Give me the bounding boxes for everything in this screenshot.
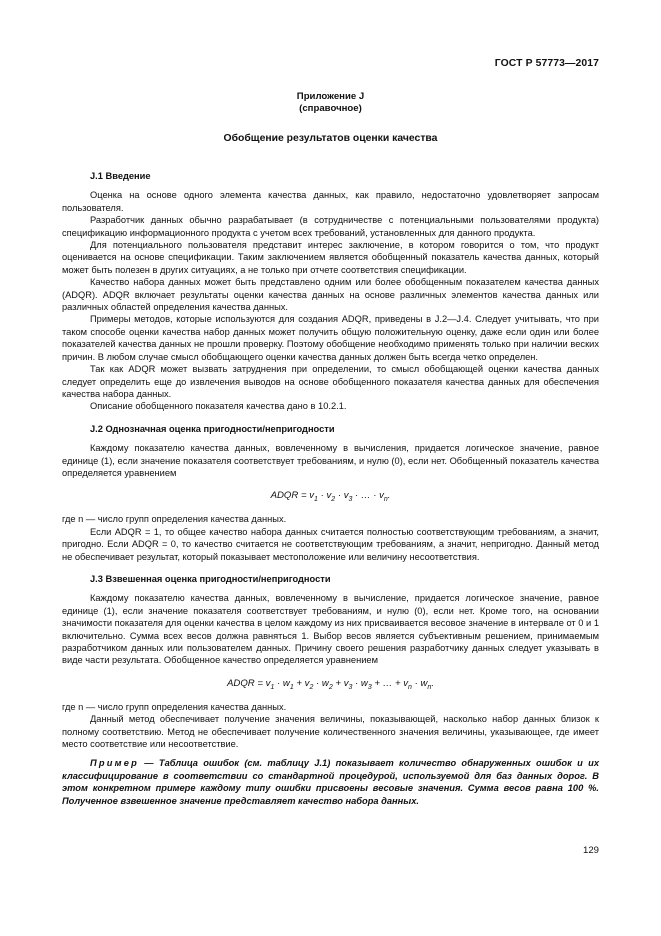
example-text: — Таблица ошибок (см. таблицу J.1) показывает количество обнаруженных ошибок и их классифицирование в соответствии со стандартной процедурой, используемой для баз данных дорог. В этом конкретном примере каждому типу ошибки присвоены весовые значения. Сумма весов равна 100 %. Полученное взвешенное значение представляет качество набора данных. (62, 758, 599, 806)
standard-header: ГОСТ Р 57773—2017 (494, 58, 599, 69)
paragraph: Описание обобщенного показателя качества дано в 10.2.1. (90, 401, 347, 412)
annex-title-block (0, 91, 661, 115)
section-heading-j2: J.2 Однозначная оценка пригодности/непригодности (90, 423, 335, 434)
paragraph: Так как ADQR может вызвать затруднения при определении, то смысл обобщающей оценки качества данных следует определить еще до извлечения выводов на основе обобщенного показателя качества данных для обеспечения качества набора данных. (62, 364, 599, 399)
paragraph: Оценка на основе одного элемента качества данных, как правило, недостаточно удовлетворяет запросам пользователя. (62, 190, 599, 213)
example-label: Пример (90, 758, 139, 769)
formula-where: где n — число групп определения качества данных. (62, 514, 287, 525)
page-number: 129 (582, 845, 599, 856)
paragraph: Разработчик данных обычно разрабатывает (в сотрудничестве с потенциальными пользователями продукта) спецификацию информационного продукта с учетом всех требований, установленных для данного продукта. (62, 215, 599, 238)
formula-adqr-weighted: ADQR = $v_1 \cdot w_1 + v_2 \cdot w_2 + v_3 \cdot w_3$ + … + $v_n \cdot w_n$. (227, 677, 434, 691)
annex-title: Приложение J (296, 91, 365, 102)
annex-subtitle: (справочное) (299, 103, 362, 114)
section-heading-j1: J.1 Введение (90, 171, 151, 181)
paragraph: Данный метод обеспечивает получение значения величины, показывающей, насколько набор данных близок к полному соответствию. Метод не обеспечивает получение количественного значения величины, указывающее, где имеет место соответствие или несоответствие. (62, 714, 599, 750)
section-heading-j3: J.3 Взвешенная оценка пригодности/непригодности (90, 573, 331, 584)
paragraph: Каждому показателю качества данных, вовлеченному в вычисления, придается логическое значение, равное единице (1), если значение показателя соответствует требованиям, и нулю (0), если нет. Обобщенный показатель качества определяется уравнением (62, 443, 599, 478)
main-title: Обобщение результатов оценки качества (223, 133, 438, 144)
document-body (62, 170, 599, 807)
paragraph: Примеры методов, которые используются для создания ADQR, приведены в J.2—J.4. Следует учитывать, что при таком способе оценки качества набор данных может получить общую положительную оценку, даже если один или более показателей качества данных не прошли проверку. Поэтому обобщение необходимо применять только при наличии веских причин. В любом случае смысл обобщающего оценки качества данных должен быть всегда четко определен. (62, 314, 599, 362)
paragraph: Если ADQR = 1, то общее качество набора данных считается полностью соответствующим требованиям, а значит, пригодно. Если ADQR = 0, то качество считается не соответствующим требованиям, а значит, непригодно. Данный метод не обеспечивает результат, который показывает местоположение или величину несоответствия. (62, 526, 599, 562)
formula-where: где n — число групп определения качества данных. (62, 701, 287, 712)
paragraph: Для потенциального пользователя представит интерес заключение, в котором говорится о том, что продукт оценивается на основе спецификации. Таким заключением является обобщенный показатель качества данных, который может быть полезен в других ситуациях, а не только при отчете соответствия спецификации. (62, 240, 599, 275)
formula-adqr-product: ADQR = $v_1 \cdot v_2 \cdot v_3$ · … · $v_n$. (270, 490, 391, 504)
example-note (62, 757, 599, 807)
paragraph: Каждому показателю качества данных, вовлеченному в вычисление, придается логическое значение, равное единице (1), если значение показателя соответствует требованиям, и нулю (0), если нет. Кроме того, на основании значимости показателя для оценки качества в целом каждому из них присваивается весовое значение в интервале от 0 и 1 включительно. Сумма всех весов должна равняться 1. Выбор весов является субъективным решением, принимаемым разработчиком данных или пользователем данных. Причину своего решения разработчику данных следует указывать в виде части результата. Обобщенное качество определяется уравнением (62, 593, 599, 666)
paragraph: Качество набора данных может быть представлено одним или более обобщенным показателем качества данных (ADQR). ADQR включает результаты оценки качества данных на основе различных элементов качества данных или различных областей определения качества данных. (62, 277, 599, 313)
